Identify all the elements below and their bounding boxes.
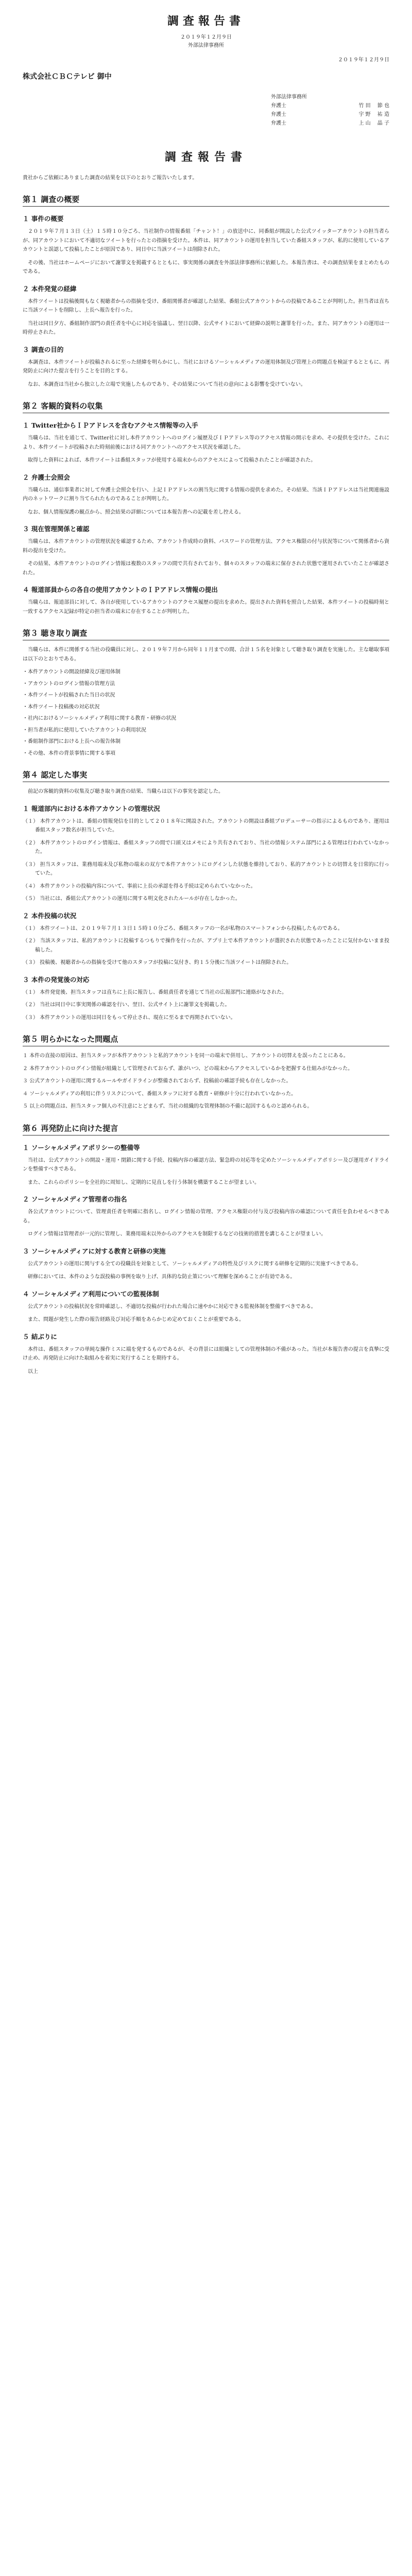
body-paragraph: 前記の客観的資料の収集及び聴き取り調査の結果、当職らは以下の事実を認定した。 (28, 789, 224, 794)
report-section (23, 1033, 389, 1111)
numbered-item: （２） 当該スタッフは、私的アカウントに投稿するつもりで操作を行ったが、アプリ上で本件アカウントが選択された状態であったことに気付かないまま投稿した。 (23, 938, 389, 953)
author-name: 竹 田 節 也 (358, 103, 389, 109)
report-subsection (23, 975, 389, 1023)
body-paragraph: なお、個人情報保護の観点から、照会結果の詳細については本報告書への記載を差し控える。 (28, 509, 244, 515)
numbered-item: （３） 本件アカウントの運用は同日をもって停止され、現在に至るまで再開されていない。 (23, 1014, 236, 1021)
subsection-heading: ４ ソーシャルメディア利用についての監視体制 (23, 1290, 159, 1298)
body-paragraph: 本件ツイートは投稿後間もなく視聴者からの指摘を受け、番組関係者が確認した結果、番組公式アカウントからの投稿であることが判明した。担当者は直ちに当該ツイートを削除し、上長へ報告を行った。 (23, 298, 389, 313)
bullet-item: ・その他、本件の背景事情に関する事項 (23, 750, 115, 756)
addressee: 株式会社ＣＢＣテレビ 御中 (23, 73, 112, 81)
author-row (271, 93, 389, 101)
report-subsection (23, 1143, 389, 1188)
report-subsection (23, 472, 389, 517)
author-name: 宇 野 祐 造 (358, 112, 389, 117)
author-row (271, 119, 389, 128)
cover-title: 調査報告書 (167, 14, 245, 28)
subsection-heading: １ Twitter社からＩＰアドレスを含むアクセス情報等の入手 (23, 421, 198, 429)
numbered-item: （３） 担当スタッフは、業務用端末及び私物の端末の双方で本件アカウントにログインした状態を維持しており、私的アカウントとの切替えを日常的に行っていた。 (23, 861, 389, 876)
numbered-item: （３） 投稿後、視聴者からの指摘を受けて他のスタッフが投稿に気付き、約１５分後に当該ツイートは削除された。 (23, 960, 292, 965)
body-paragraph: 本件は、番組スタッフの単純な操作ミスに端を発するものであるが、その背景には組織としての管理体制の不備があった。当社が本報告書の提言を真摯に受け止め、再発防止に向けた取組みを着実に実行することを期待する。 (23, 1346, 389, 1361)
report-subsection (23, 524, 389, 578)
numbered-item: （１） 本件ツイートは、２０１９年７月１３日１５時１０分ごろ、番組スタッフの一名が私物のスマートフォンから投稿したものである。 (23, 925, 343, 931)
report-section (23, 1123, 389, 1377)
report-subsection (23, 585, 389, 616)
body-paragraph: その結果、本件アカウントのログイン情報は複数のスタッフの間で共有されており、個々のスタッフの端末に保存された状態で運用されていたことが確認された。 (23, 561, 389, 576)
report-subsection (23, 1052, 389, 1111)
body-paragraph: 取得した資料によれば、本件ツイートは番組スタッフが使用する端末からのアクセスによって投稿されたことが確認された。 (28, 457, 316, 463)
subsection-heading: ２ 本件発覚の経緯 (23, 284, 77, 293)
author-role: 弁護士 (271, 121, 286, 126)
section-heading: 第４ 認定した事実 (23, 769, 389, 782)
body-paragraph: 当職らは、通信事業者に対して弁護士会照会を行い、上記ＩＰアドレスの割当先に関する情報の提供を求めた。その結果、当該ＩＰアドレスは当社関連施設内のネットワークに割り当てられたものであることが判明した。 (23, 487, 389, 502)
report-subsection (23, 345, 389, 389)
body-paragraph: ２０１９年７月１３日（土）１５時１０分ごろ、当社制作の情報番組「チャント！」の放送中に、同番組が開設した公式ツイッターアカウントの担当者らが、同アカウントにおいて不適切なツイートを行ったとの指摘を受けた。本件は、同アカウントの運用を担当していた番組スタッフが、私的に使用しているアカウントと誤認して投稿したことが原因であり、同日中に当該ツイートは削除された。 (23, 229, 389, 252)
numbered-item: （２） 本件アカウントのログイン情報は、番組スタッフの間で口頭又はメモにより共有されており、当社の情報システム部門による管理は行われていなかった。 (23, 840, 389, 855)
report-subsection (23, 646, 389, 758)
bullet-item: ・本件ツイート投稿後の対応状況 (23, 704, 100, 710)
bullet-item: ・アカウントのログイン情報の管理方法 (23, 681, 115, 687)
numbered-item: ３ 公式アカウントの運用に関するルールやガイドラインが整備されておらず、投稿前の確認手続も存在しなかった。 (23, 1078, 291, 1084)
body-paragraph: ログイン情報は管理者が一元的に管理し、業務用端末以外からのアクセスを制限するなどの技術的措置を講じることが望ましい。 (28, 1231, 327, 1237)
report-subsection (23, 284, 389, 337)
subsection-heading: ３ 現在管理関係と確認 (23, 525, 90, 533)
numbered-item: （１） 本件アカウントは、番組の情報発信を目的として２０１８年に開設された。アカウントの開設は番組プロデューサーの指示によるものであり、運用は番組スタッフ数名が担当していた。 (23, 818, 389, 833)
subsection-heading: ３ 本件の発覚後の対応 (23, 975, 90, 984)
numbered-item: （２） 当社は同日中に事実関係の確認を行い、翌日、公式サイト上に謝罪文を掲載した。 (23, 1002, 230, 1008)
body-paragraph: その後、当社はホームページにおいて謝罪文を掲載するとともに、事実関係の調査を外部法律事務所に依頼した。本報告書は、その調査結果をまとめたものである。 (23, 260, 389, 275)
intro-text: 貴社からご依頼にありました調査の結果を以下のとおりご報告いたします。 (23, 175, 198, 181)
author-row (271, 110, 389, 119)
bullet-item: ・本件アカウントの開設経緯及び運用体制 (23, 669, 121, 675)
report-section (23, 628, 389, 758)
author-role: 弁護士 (271, 103, 286, 109)
section-heading: 第６ 再発防止に向けた提言 (23, 1123, 389, 1136)
numbered-item: １ 本件の直接の原因は、担当スタッフが本件アカウントと私的アカウントを同一の端末で併用し、アカウントの切替えを誤ったことにある。 (23, 1053, 349, 1059)
author-role: 外部法律事務所 (271, 94, 307, 100)
subsection-heading: ２ ソーシャルメディア管理者の指名 (23, 1195, 127, 1203)
numbered-list (23, 924, 389, 968)
author-role: 弁護士 (271, 112, 286, 117)
subsection-heading: ３ 調査の目的 (23, 345, 64, 353)
section-heading: 第２ 客観的資料の収集 (23, 400, 389, 413)
bullet-item: ・番組制作部門における上長への報告体制 (23, 739, 121, 744)
subsection-heading: １ 報道部内における本件アカウントの管理状況 (23, 804, 160, 812)
report-section (23, 194, 389, 389)
body-paragraph: 当社は同日夕方、番組制作部門の責任者を中心に対応を協議し、翌日以降、公式サイトにおいて経緯の説明と謝罪を行った。また、同アカウントの運用は一時停止された。 (23, 320, 389, 335)
cover-date: ２０１９年１２月９日 (180, 35, 232, 40)
report-subsection (23, 1332, 389, 1377)
body-paragraph: 当職らは、報道部員に対して、各自が使用しているアカウントのアクセス履歴の提出を求めた。提出された資料を照合した結果、本件ツイートの投稿時刻と一致するアクセス記録が特定の担当者の端末に存在することが判明した。 (23, 600, 389, 615)
subsection-heading: １ ソーシャルメディアポリシーの整備等 (23, 1143, 140, 1151)
report-subsection (23, 787, 389, 796)
section-heading: 第３ 聴き取り調査 (23, 628, 389, 640)
author-name: 上 山 晶 子 (358, 121, 389, 126)
numbered-list (23, 817, 389, 904)
body-paragraph: 本調査は、本件ツイートが投稿されるに至った経緯を明らかにし、当社におけるソーシャルメディアの運用体制及び管理上の問題点を検証するとともに、再発防止に向けた提言を行うことを目的とする。 (23, 359, 389, 374)
subsection-heading: ３ ソーシャルメディアに対する教育と研修の実施 (23, 1247, 166, 1255)
body-paragraph: なお、本調査は当社から独立した立場で実施したものであり、その結果について当社の意向による影響を受けていない。 (28, 381, 306, 387)
report-subsection (23, 1289, 389, 1325)
report-date: ２０１９年１２月９日 (338, 57, 389, 63)
bullet-list (23, 668, 389, 758)
numbered-item: ２ 本件アカウントのログイン情報が組織として管理されておらず、誰がいつ、どの端末からアクセスしているかを把握する仕組みがなかった。 (23, 1065, 353, 1072)
section-heading: 第５ 明らかになった問題点 (23, 1033, 389, 1046)
numbered-item: （１） 本件発覚後、担当スタッフは直ちに上長に報告し、番組責任者を通じて当社の広報部門に連絡がなされた。 (23, 989, 287, 995)
body-paragraph: 研修においては、本件のような誤投稿の事例を取り上げ、具体的な防止策について理解を深めることが有効である。 (28, 1274, 296, 1280)
numbered-item: （５） 当社には、番組公式アカウントの運用に関する明文化されたルールが存在しなかった。 (23, 896, 241, 902)
main-title: 調査報告書 (164, 150, 247, 164)
body-paragraph: 当職らは、本件アカウントの管理状況を確認するため、アカウント作成時の資料、パスワードの管理方法、アクセス権限の付与状況等について関係者から資料の提出を受けた。 (23, 539, 389, 554)
body-paragraph: 公式アカウントの投稿状況を常時確認し、不適切な投稿が行われた場合に速やかに対応できる監視体制を整備すべきである。 (28, 1303, 316, 1310)
report-subsection (23, 420, 389, 465)
report-subsection (23, 1194, 389, 1239)
report-subsection (23, 214, 389, 277)
section-heading: 第１ 調査の概要 (23, 194, 389, 207)
body-paragraph: また、問題が発生した際の報告経路及び対応手順をあらかじめ定めておくことが重要である。 (28, 1317, 244, 1323)
numbered-item: （４） 本件アカウントの投稿内容について、事前に上長の承認を得る手続は定められていなかった。 (23, 883, 256, 889)
numbered-item: ５ 以上の問題点は、担当スタッフ個人の不注意にとどまらず、当社の組織的な管理体制の不備に起因するものと認められる。 (23, 1104, 313, 1109)
bullet-item: ・本件ツイートが投稿された当日の状況 (23, 692, 115, 698)
numbered-list (23, 988, 389, 1023)
report-subsection (23, 804, 389, 904)
numbered-list (23, 1052, 389, 1111)
cover-dates (23, 33, 389, 50)
cover-committee: 外部法律事務所 (188, 43, 224, 48)
subsection-heading: １ 事件の概要 (23, 215, 64, 223)
report-section (23, 400, 389, 616)
report-body (23, 194, 389, 1376)
bullet-item: ・社内におけるソーシャルメディア利用に関する教育・研修の状況 (23, 716, 177, 721)
subsection-heading: ４ 報道部員からの各自の使用アカウントのＩＰアドレス情報の提出 (23, 586, 218, 594)
body-paragraph: 公式アカウントの運用に関与する全ての役職員を対象として、ソーシャルメディアの特性及びリスクに関する研修を定期的に実施すべきである。 (28, 1261, 362, 1267)
body-paragraph: 当社は、公式アカウントの開設・運用・閉鎖に関する手続、投稿内容の確認方法、緊急時の対応等を定めたソーシャルメディアポリシー及び運用ガイドラインを整備すべきである。 (23, 1157, 389, 1172)
report-section (23, 769, 389, 1022)
body-paragraph: 以上 (28, 1368, 38, 1375)
body-paragraph: 当職らは、本件に関係する当社の役職員に対し、２０１９年７月から同年１１月までの間、合計１５名を対象として聴き取り調査を実施した。主な聴取事項は以下のとおりである。 (23, 647, 389, 662)
author-list (271, 93, 389, 128)
body-paragraph: 当職らは、当社を通じて、Twitter社に対し本件アカウントへのログイン履歴及びＩＰアドレス等のアクセス情報の開示を求め、その提供を受けた。これにより、本件ツイートが投稿された時刻前後における同アカウントへのアクセス状況を確認した。 (23, 435, 389, 450)
report-subsection (23, 1246, 389, 1282)
report-subsection (23, 911, 389, 968)
numbered-item: ４ ソーシャルメディアの利用に伴うリスクについて、番組スタッフに対する教育・研修が十分に行われていなかった。 (23, 1091, 297, 1097)
subsection-heading: ２ 本件投稿の状況 (23, 911, 77, 920)
subsection-heading: ５ 結ぶりに (23, 1332, 57, 1341)
body-paragraph: また、これらのポリシーを全社的に周知し、定期的に見直しを行う体制を構築することが望ましい。 (28, 1179, 260, 1185)
body-paragraph: 各公式アカウントについて、管理責任者を明確に指名し、ログイン情報の管理、アクセス権限の付与及び投稿内容の確認について責任を負わせるべきである。 (23, 1209, 389, 1224)
author-row (271, 101, 389, 110)
bullet-item: ・担当者が私的に使用していたアカウントの利用状況 (23, 727, 146, 733)
subsection-heading: ２ 弁護士会照会 (23, 473, 70, 481)
